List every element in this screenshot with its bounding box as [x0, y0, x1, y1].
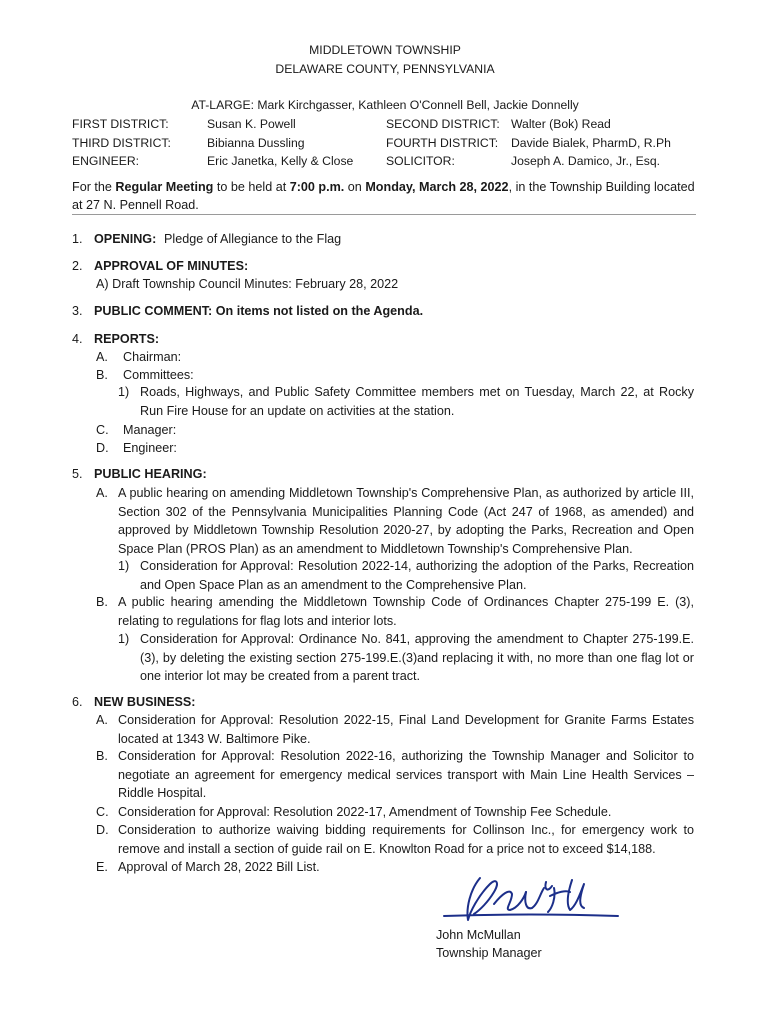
section-5-a1-number: 1) [118, 559, 130, 573]
intro-post: , in the Township Building located at 27 N. Pennell Road. [72, 180, 695, 212]
section-5-number: 5. [72, 467, 83, 481]
section-4-a-letter: A. [96, 350, 108, 364]
section-6-d-text: Consideration to authorize waiving bidding requirements for Collinson Inc., for emergency work to remove and install a section of guide rail on E. Knowlton Road for a price not to exceed $14,188. [118, 823, 694, 856]
county-name: DELAWARE COUNTY, PENNSYLVANIA [275, 62, 495, 76]
section-4-b1-text: Roads, Highways, and Public Safety Committee members met on Tuesday, March 22, at Rocky Run Fire House for an update on activities at the station. [140, 385, 694, 418]
section-5-a1-text: Consideration for Approval: Resolution 2022-14, authorizing the adoption of the Parks, Recreation and Open Space Plan as an amendment to the Comprehensive Plan. [140, 559, 694, 592]
section-5-title: PUBLIC HEARING: [94, 467, 207, 481]
section-4-number: 4. [72, 332, 83, 346]
section-6-b-text: Consideration for Approval: Resolution 2022-16, authorizing the Township Manager and Solicitor to negotiate an agreement for emergency medical services transport with Main Line Health Services – Riddle Hospital. [118, 749, 694, 800]
section-5-a-letter: A. [96, 486, 108, 500]
section-4-d-letter: D. [96, 441, 109, 455]
section-6-e-text: Approval of March 28, 2022 Bill List. [118, 860, 320, 874]
signature-image [440, 868, 630, 930]
section-6-title: NEW BUSINESS: [94, 695, 196, 709]
section-4-b-text: Committees: [123, 368, 194, 382]
section-4-c-letter: C. [96, 423, 109, 437]
first-district-name: Susan K. Powell [207, 117, 296, 131]
meeting-type: Regular Meeting [115, 180, 214, 194]
section-2-item-a: A) Draft Township Council Minutes: February 28, 2022 [96, 277, 399, 291]
township-name: MIDDLETOWN TOWNSHIP [309, 43, 461, 57]
section-1-number: 1. [72, 232, 83, 246]
section-4-b-letter: B. [96, 368, 108, 382]
fourth-district-label: FOURTH DISTRICT: [386, 136, 499, 150]
section-6-a-text: Consideration for Approval: Resolution 2022-15, Final Land Development for Granite Farms Estates located at 1343 W. Baltimore Pike. [118, 713, 694, 746]
section-6-e-letter: E. [96, 860, 108, 874]
section-5-b-letter: B. [96, 595, 108, 609]
section-4-title: REPORTS: [94, 332, 160, 346]
section-5-b1-number: 1) [118, 632, 130, 646]
section-1-title: OPENING: [94, 232, 157, 246]
meeting-intro [72, 178, 702, 214]
section-6-d-letter: D. [96, 823, 109, 837]
section-2-number: 2. [72, 259, 83, 273]
intro-mid2: on [344, 180, 366, 194]
intro-pre: For the [72, 180, 116, 194]
section-6-a-letter: A. [96, 713, 108, 727]
engineer-name: Eric Janetka, Kelly & Close [207, 154, 354, 168]
section-6-c-letter: C. [96, 805, 109, 819]
section-1-text: Pledge of Allegiance to the Flag [164, 232, 342, 246]
meeting-date: Monday, March 28, 2022 [365, 180, 509, 194]
engineer-label: ENGINEER: [72, 154, 140, 168]
at-large-members: AT-LARGE: Mark Kirchgasser, Kathleen O'Connell Bell, Jackie Donnelly [191, 98, 579, 112]
header-divider [72, 214, 696, 215]
solicitor-name: Joseph A. Damico, Jr., Esq. [511, 154, 661, 168]
fourth-district-name: Davide Bialek, PharmD, R.Ph [511, 136, 671, 150]
signer-name: John McMullan [436, 928, 521, 942]
section-2-title: APPROVAL OF MINUTES: [94, 259, 249, 273]
section-3-title: PUBLIC COMMENT: On items not listed on the Agenda. [94, 304, 424, 318]
section-4-a-text: Chairman: [123, 350, 182, 364]
solicitor-label: SOLICITOR: [386, 154, 455, 168]
section-6-b-letter: B. [96, 749, 108, 763]
section-4-b1-number: 1) [118, 385, 130, 399]
intro-mid1: to be held at [213, 180, 290, 194]
third-district-label: THIRD DISTRICT: [72, 136, 171, 150]
section-5-a-text: A public hearing on amending Middletown Township's Comprehensive Plan, as authorized by article III, Section 302 of the Pennsylvania Municipalities Planning Code (Act 247 of 1968, as amended) and approved by Middletown Township Resolution 2020-27, by adopting the Parks, Recreation and Open Space Plan (PROS Plan) as an amendment to Middletown Township's Comprehensive Plan. [118, 486, 694, 556]
third-district-name: Bibianna Dussling [207, 136, 305, 150]
section-4-c-text: Manager: [123, 423, 177, 437]
first-district-label: FIRST DISTRICT: [72, 117, 169, 131]
section-5-b1-text: Consideration for Approval: Ordinance No. 841, approving the amendment to Chapter 275-199.E.(3), by deleting the existing section 275-199.E.(3)and replacing it with, no more than one flag lot or one interior lot may be created from a parent tract. [140, 632, 694, 683]
section-6-c-text: Consideration for Approval: Resolution 2022-17, Amendment of Township Fee Schedule. [118, 805, 612, 819]
section-5-b-text: A public hearing amending the Middletown Township Code of Ordinances Chapter 275-199 E. (3), relating to regulations for flag lots and interior lots. [118, 595, 694, 628]
section-3-number: 3. [72, 304, 83, 318]
second-district-label: SECOND DISTRICT: [386, 117, 500, 131]
second-district-name: Walter (Bok) Read [511, 117, 611, 131]
signer-title: Township Manager [436, 946, 542, 960]
section-6-number: 6. [72, 695, 83, 709]
section-4-d-text: Engineer: [123, 441, 177, 455]
meeting-time: 7:00 p.m. [289, 180, 345, 194]
